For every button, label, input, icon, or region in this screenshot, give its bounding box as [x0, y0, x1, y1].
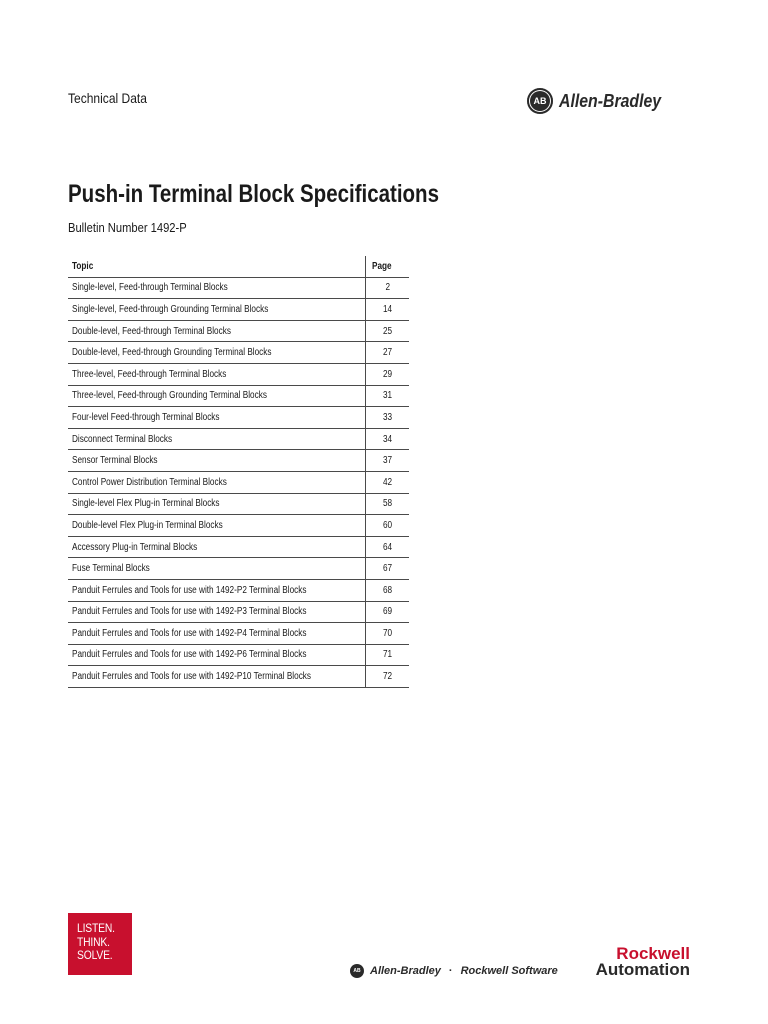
- topic-cell: Accessory Plug-in Terminal Blocks: [68, 536, 365, 558]
- allen-bradley-logo: [527, 88, 675, 114]
- table-row: [68, 493, 409, 515]
- topic-cell: Single-level, Feed-through Terminal Blocks: [68, 277, 365, 299]
- table-row: [68, 536, 409, 558]
- page-number-cell: 60: [365, 515, 409, 537]
- ab-emblem-small-icon: AB: [350, 964, 364, 978]
- page-column-header: Page: [365, 256, 409, 277]
- topic-cell: Panduit Ferrules and Tools for use with 1492-P2 Terminal Blocks: [68, 579, 365, 601]
- page-number-cell: 70: [365, 623, 409, 645]
- topic-cell: Four-level Feed-through Terminal Blocks: [68, 407, 365, 429]
- page-number-cell: 72: [365, 666, 409, 688]
- listen-think-solve-badge: [68, 913, 132, 975]
- topic-cell: Sensor Terminal Blocks: [68, 450, 365, 472]
- page-number-cell: 14: [365, 299, 409, 321]
- page-number-cell: 33: [365, 407, 409, 429]
- tagline-line: LISTEN.: [77, 921, 115, 935]
- table-row: [68, 558, 409, 580]
- table-row: [68, 363, 409, 385]
- toc-header-row: [68, 256, 409, 277]
- table-row: [68, 320, 409, 342]
- document-type-label: Technical Data: [68, 90, 147, 106]
- page-number-cell: 25: [365, 320, 409, 342]
- footer-brands: [350, 964, 558, 978]
- page-number-cell: 37: [365, 450, 409, 472]
- table-row: [68, 299, 409, 321]
- topic-column-header: Topic: [68, 256, 365, 277]
- page-number-cell: 34: [365, 428, 409, 450]
- tagline-line: SOLVE.: [77, 948, 113, 962]
- tagline-line: THINK.: [77, 934, 110, 949]
- page-number-cell: 71: [365, 644, 409, 666]
- page-number-cell: 29: [365, 363, 409, 385]
- bulletin-number: Bulletin Number 1492-P: [68, 220, 187, 235]
- footer-brand-rockwell-software: Rockwell Software: [460, 965, 558, 977]
- table-row: [68, 515, 409, 537]
- topic-cell: Double-level, Feed-through Grounding Terminal Blocks: [68, 342, 365, 364]
- table-row: [68, 601, 409, 623]
- topic-cell: Single-level, Feed-through Grounding Terminal Blocks: [68, 299, 365, 321]
- table-row: [68, 471, 409, 493]
- page-number-cell: 67: [365, 558, 409, 580]
- table-row: [68, 623, 409, 645]
- logo-word-automation: Automation: [595, 960, 690, 979]
- table-row: [68, 407, 409, 429]
- footer-brand-allen-bradley: Allen-Bradley: [370, 965, 441, 977]
- table-row: [68, 644, 409, 666]
- topic-cell: Three-level, Feed-through Grounding Terminal Blocks: [68, 385, 365, 407]
- topic-cell: Panduit Ferrules and Tools for use with 1492-P3 Terminal Blocks: [68, 601, 365, 623]
- table-row: [68, 666, 409, 688]
- ab-emblem-icon: AB: [527, 88, 553, 114]
- table-row: [68, 450, 409, 472]
- topic-cell: Panduit Ferrules and Tools for use with 1492-P10 Terminal Blocks: [68, 666, 365, 688]
- page-number-cell: 69: [365, 601, 409, 623]
- topic-cell: Panduit Ferrules and Tools for use with 1492-P6 Terminal Blocks: [68, 644, 365, 666]
- page-number-cell: 42: [365, 471, 409, 493]
- table-row: [68, 428, 409, 450]
- table-row: [68, 342, 409, 364]
- brand-name: Allen-Bradley: [559, 90, 662, 111]
- footer-separator: ·: [448, 965, 453, 977]
- page-number-cell: 64: [365, 536, 409, 558]
- topic-cell: Double-level, Feed-through Terminal Blocks: [68, 320, 365, 342]
- page-title: Push-in Terminal Block Specifications: [68, 180, 439, 208]
- topic-cell: Disconnect Terminal Blocks: [68, 428, 365, 450]
- table-row: [68, 579, 409, 601]
- table-of-contents: [68, 256, 409, 688]
- page-number-cell: 27: [365, 342, 409, 364]
- page-number-cell: 58: [365, 493, 409, 515]
- topic-cell: Single-level Flex Plug-in Terminal Blocks: [68, 493, 365, 515]
- table-row: [68, 277, 409, 299]
- logo-word-rockwell: Rockwell: [616, 944, 690, 963]
- topic-cell: Control Power Distribution Terminal Blocks: [68, 471, 365, 493]
- topic-cell: Fuse Terminal Blocks: [68, 558, 365, 580]
- topic-cell: Panduit Ferrules and Tools for use with 1492-P4 Terminal Blocks: [68, 623, 365, 645]
- table-row: [68, 385, 409, 407]
- topic-cell: Double-level Flex Plug-in Terminal Blocks: [68, 515, 365, 537]
- page-number-cell: 68: [365, 579, 409, 601]
- page-number-cell: 2: [365, 277, 409, 299]
- rockwell-automation-logo: [558, 946, 690, 978]
- page-number-cell: 31: [365, 385, 409, 407]
- topic-cell: Three-level, Feed-through Terminal Blocks: [68, 363, 365, 385]
